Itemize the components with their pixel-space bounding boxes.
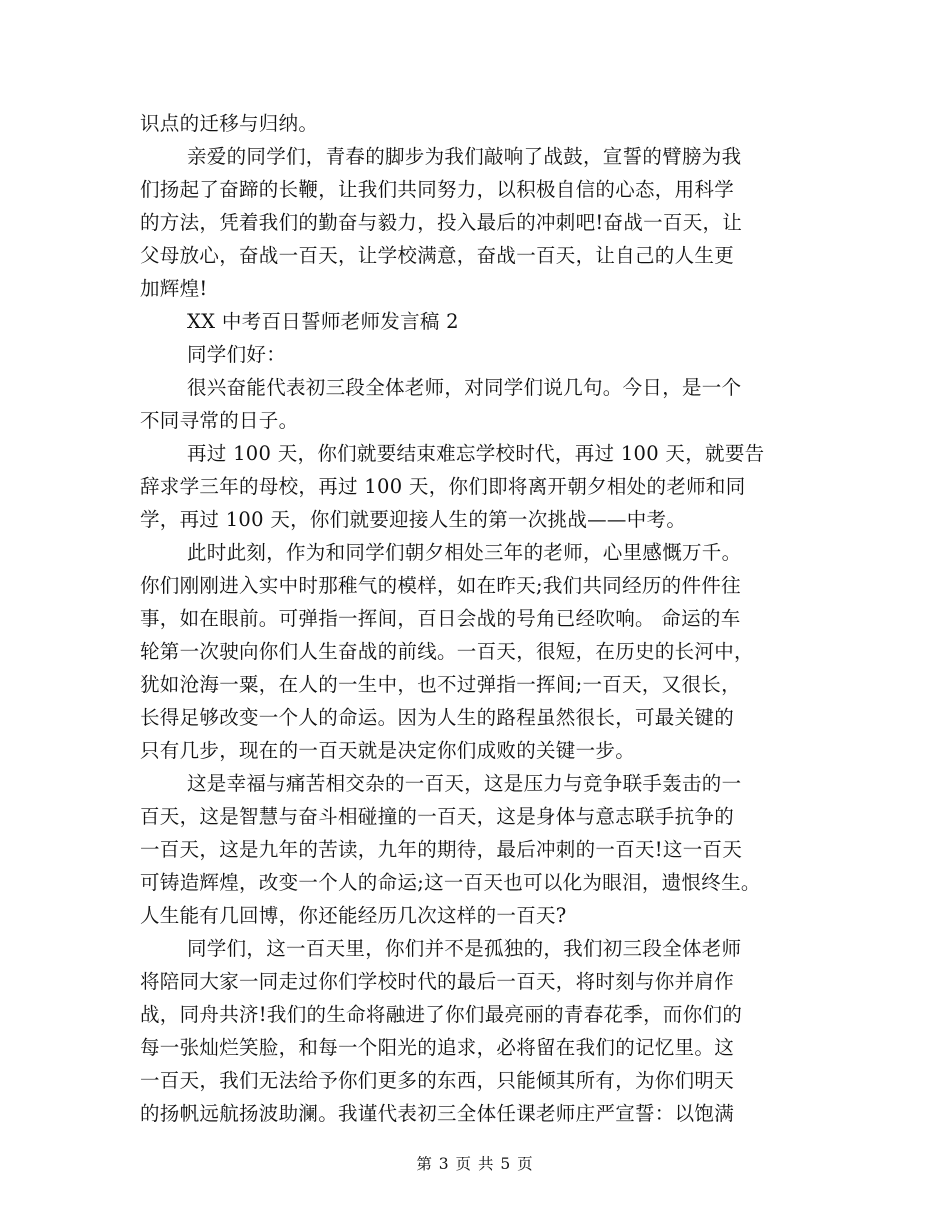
text-line: 每一张灿烂笑脸，和每一个阳光的追求，必将留在我们的记忆里。这 xyxy=(140,1036,735,1059)
text-line: 只有几步，现在的一百天就是决定你们成败的关键一步。 xyxy=(140,739,636,762)
text-line: 辞求学三年的母校，再过 100 天，你们即将离开朝夕相处的老师和同 xyxy=(140,475,746,498)
text-line: 不同寻常的日子。 xyxy=(140,409,299,432)
text-line: 学，再过 100 天，你们就要迎接人生的第一次挑战——中考。 xyxy=(140,508,687,531)
text-line: 很兴奋能代表初三段全体老师，对同学们说几句。今日，是一个 xyxy=(187,376,742,399)
text-line: 可铸造辉煌，改变一个人的命运;这一百天也可以化为眼泪，遗恨终生。 xyxy=(140,871,761,894)
text-line: 长得足够改变一个人的命运。因为人生的路程虽然很长，可最关键的 xyxy=(140,706,735,729)
text-line: 的扬帆远航扬波助澜。我谨代表初三全体任课老师庄严宣誓：以饱满 xyxy=(140,1102,735,1125)
text-line: 轮第一次驶向你们人生奋战的前线。一百天，很短，在历史的长河中， xyxy=(140,640,754,663)
text-line: 父母放心，奋战一百天，让学校满意，奋战一百天，让自己的人生更 xyxy=(140,244,735,267)
text-line: 亲爱的同学们，青春的脚步为我们敲响了战鼓，宣誓的臂膀为我 xyxy=(187,145,742,168)
text-line: 此时此刻，作为和同学们朝夕相处三年的老师，心里感慨万千。 xyxy=(187,541,742,564)
text-line: 识点的迁移与归纳。 xyxy=(140,112,319,135)
text-line: 们扬起了奋蹄的长鞭，让我们共同努力，以积极自信的心态，用科学 xyxy=(140,178,735,201)
text-line: 战，同舟共济!我们的生命将融进了你们最亮丽的青春花季，而你们的 xyxy=(140,1003,743,1026)
text-line: 百天，这是智慧与奋斗相碰撞的一百天，这是身体与意志联手抗争的 xyxy=(140,805,735,828)
salutation: 同学们好： xyxy=(187,343,287,366)
text-line: 将陪同大家一同走过你们学校时代的最后一百天，将时刻与你并肩作 xyxy=(140,970,735,993)
text-line: 的方法，凭着我们的勤奋与毅力，投入最后的冲刺吧!奋战一百天，让 xyxy=(140,211,743,234)
text-line: 犹如沧海一粟，在人的一生中，也不过弹指一挥间;一百天，又很长， xyxy=(140,673,741,696)
text-line: 同学们，这一百天里，你们并不是孤独的，我们初三段全体老师 xyxy=(187,937,742,960)
page-number: 第 3 页 共 5 页 xyxy=(416,1155,534,1173)
text-line: 事，如在眼前。可弹指一挥间，百日会战的号角已经吹响。 命运的车 xyxy=(140,607,741,630)
text-line: 人生能有几回博，你还能经历几次这样的一百天? xyxy=(140,904,567,927)
text-line: 再过 100 天，你们就要结束难忘学校时代，再过 100 天，就要告 xyxy=(187,442,765,465)
text-line: 一百天，我们无法给予你们更多的东西，只能倾其所有，为你们明天 xyxy=(140,1069,735,1092)
section-heading: XX 中考百日誓师老师发言稿 2 xyxy=(187,310,459,333)
text-line: 你们刚刚进入实中时那稚气的模样，如在昨天;我们共同经历的件件往 xyxy=(140,574,741,597)
text-line: 这是幸福与痛苦相交杂的一百天，这是压力与竞争联手轰击的一 xyxy=(187,772,742,795)
text-line: 一百天，这是九年的苦读，九年的期待，最后冲刺的一百天!这一百天 xyxy=(140,838,743,861)
text-line: 加辉煌! xyxy=(140,277,208,300)
